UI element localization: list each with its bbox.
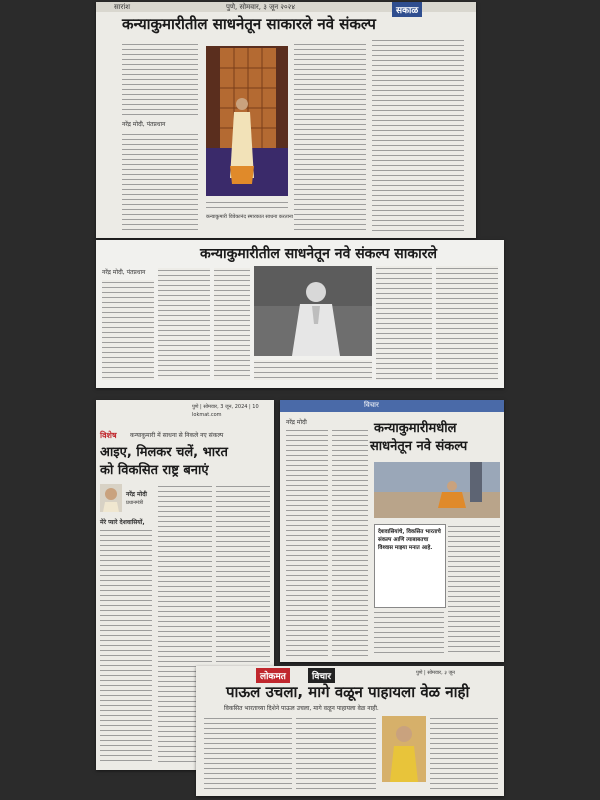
author-photo (382, 716, 426, 782)
masthead: सकाळ (392, 2, 422, 17)
author-title: प्रधानमंत्री (126, 500, 144, 506)
meditation-photo (374, 462, 500, 518)
greeting: मेरे प्यारे देशवासियों, (100, 519, 145, 526)
headline: कन्याकुमारीतील साधनेतून नवे संकल्प साकारले (200, 246, 437, 262)
author-headshot (100, 484, 122, 512)
headline: पाऊल उचला, मागे वळून पाहायला वेळ नाही (226, 683, 470, 701)
body-column-3 (448, 524, 500, 656)
section-label: विचार (364, 401, 379, 409)
headline-line-1: आइए, मिलकर चलें, भारत (100, 445, 228, 460)
modi-photo (206, 46, 288, 196)
kicker-text: कन्याकुमारी में साधना से निकले नए संकल्प (130, 432, 224, 439)
website: lokmat.com (192, 412, 222, 418)
dateline: पुणे | सोमवार, ३ जून (416, 670, 455, 676)
pullquote: देशवासियांचे, विकसित भारताचे संकल्प आणि त्याबाबतचा विश्वास माझ्या मनात आहे. (378, 529, 441, 551)
modi-figure-illustration (206, 46, 288, 196)
author-name: नरेंद्र मोदी (126, 491, 147, 498)
author-illustration (100, 484, 122, 512)
byline: नरेंद्र मोदी, पंतप्रधान (122, 121, 166, 128)
dateline: पुणे | सोमवार, 3 जून, 2024 | 10 (192, 404, 259, 410)
body-column-2 (296, 716, 376, 792)
body-column-1 (122, 132, 198, 232)
photo-caption: कन्याकुमारी विवेकानंद स्मारकात साधना करताना (206, 214, 293, 220)
body-column-3 (430, 716, 498, 792)
body-column-2 (158, 268, 210, 380)
body-column-3 (372, 38, 464, 232)
photo-caption-text (206, 200, 288, 210)
pullquote-box (374, 524, 446, 608)
body-column-1 (204, 716, 292, 792)
body-column-2 (294, 42, 366, 232)
byline: नरेंद्र मोदी (286, 419, 307, 426)
photo-caption-text (254, 360, 372, 380)
section-label: विचार (308, 668, 335, 683)
body-column-5 (436, 266, 498, 380)
section-bar (280, 400, 504, 412)
author-illustration (382, 716, 426, 782)
section-label: सारांश (114, 3, 130, 11)
body-column-2 (332, 428, 368, 656)
kicker: विशेष (100, 431, 117, 440)
body-column-4 (376, 266, 432, 380)
clipping-sakal (96, 2, 476, 238)
intro-text (122, 42, 198, 116)
body-column-1 (100, 528, 152, 764)
body-column-3 (214, 268, 250, 380)
headline-line-2: को विकसित राष्ट्र बनाएं (100, 463, 209, 478)
modi-praying-photo (254, 266, 372, 356)
praying-figure-illustration (254, 266, 372, 356)
body-column-1 (102, 280, 154, 380)
clipping-lokmat (196, 666, 504, 796)
headline-line-2: साधनेतून नवे संकल्प (370, 439, 468, 454)
dateline: पुणे, सोमवार, ३ जून २०२४ (226, 3, 295, 11)
meditation-illustration (374, 462, 500, 518)
headline-line-1: कन्याकुमारीमधील (374, 421, 457, 436)
body-column-4 (374, 610, 444, 656)
standfirst: विकसित भारताच्या दिशेने पाऊल उचला, मागे वळून पाहायला वेळ नाही. (224, 705, 379, 712)
clipping-bw (96, 240, 504, 388)
body-column-1 (286, 428, 328, 656)
masthead: लोकमत (256, 668, 290, 683)
headline: कन्याकुमारीतील साधनेतून साकारले नवे संकल्प (122, 15, 376, 33)
clipping-vichar (280, 400, 504, 662)
byline: नरेंद्र मोदी, पंतप्रधान (102, 269, 146, 276)
